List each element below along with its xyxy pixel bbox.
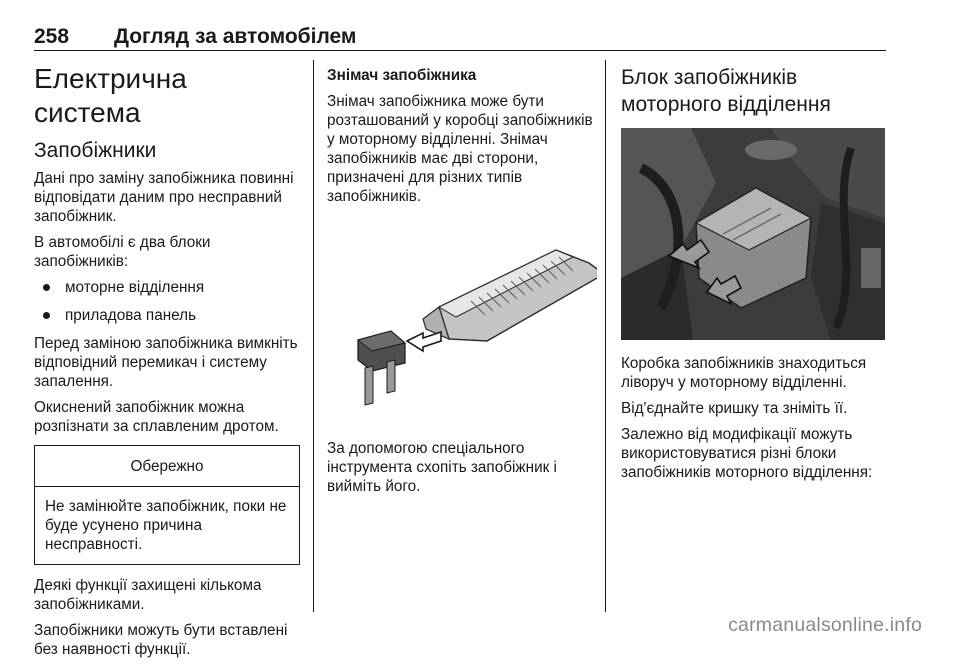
bullet-icon bbox=[43, 312, 50, 319]
spare-fuses-paragraph: Запобіжники можуть бути вставлені без наявності функції. bbox=[34, 622, 288, 658]
remove-cover-paragraph: Від'єднайте кришку та зніміть її. bbox=[621, 400, 848, 417]
fuse-block-variants-paragraph: Залежно від модифікації можуть використовуватися різні блоки запобіжників моторного відділення: bbox=[621, 426, 873, 481]
middle-column bbox=[327, 60, 595, 503]
caution-heading: Обережно bbox=[35, 446, 299, 487]
title-line: Блок запобіжників bbox=[621, 66, 798, 89]
column-divider-left bbox=[313, 60, 314, 612]
fuse-block-list bbox=[34, 278, 300, 325]
intro-paragraph: Дані про заміну запобіжника повинні відповідати даним про несправний запобіжник. bbox=[34, 170, 294, 225]
oxidized-fuse-paragraph: Окиснений запобіжник можна розпізнати за сплавленим дротом. bbox=[34, 399, 279, 435]
right-column bbox=[621, 60, 887, 489]
engine-compartment-photo bbox=[621, 128, 885, 340]
header-rule bbox=[34, 50, 886, 51]
page-number: 258 bbox=[34, 25, 70, 48]
list-item bbox=[34, 306, 300, 325]
ignition-paragraph: Перед заміною запобіжника вимкніть відповідний перемикач і систему запалення. bbox=[34, 335, 298, 390]
running-header: Догляд за автомобілем bbox=[114, 25, 357, 48]
left-column bbox=[34, 60, 300, 666]
chapter-title: Електрична система bbox=[34, 63, 187, 128]
section-title: Запобіжники bbox=[34, 139, 157, 162]
caution-box bbox=[34, 445, 300, 565]
title-line: моторного відділення bbox=[621, 93, 831, 116]
fuse-blocks-paragraph: В автомобілі є два блоки запобіжників: bbox=[34, 234, 211, 270]
fuse-extractor-caption: За допомогою спеціального інструмента схопіть запобіжник і вийміть його. bbox=[327, 440, 557, 495]
engine-fuse-block-title bbox=[621, 64, 887, 118]
caution-text: Не замінюйте запобіжник, поки не буде усунено причина несправності. bbox=[45, 498, 287, 553]
functions-paragraph: Деякі функції захищені кількома запобіжниками. bbox=[34, 577, 262, 613]
bullet-icon bbox=[43, 284, 50, 291]
fuse-extractor-title: Знімач запобіжника bbox=[327, 67, 477, 84]
list-item bbox=[34, 278, 300, 297]
fuse-extractor-illustration bbox=[321, 243, 597, 418]
fuse-extractor-paragraph: Знімач запобіжника може бути розташований у коробці запобіжників у моторному відділенні. Знімач запобіжників має дві сторони, призначені для різних типів запобіжників. bbox=[327, 93, 593, 205]
watermark: carmanualsonline.info bbox=[728, 614, 922, 636]
list-item-label: приладова панель bbox=[65, 307, 197, 324]
list-item-label: моторне відділення bbox=[65, 279, 205, 296]
fuse-box-location-paragraph: Коробка запобіжників знаходиться ліворуч у моторному відділенні. bbox=[621, 355, 867, 391]
column-divider-right bbox=[605, 60, 606, 612]
